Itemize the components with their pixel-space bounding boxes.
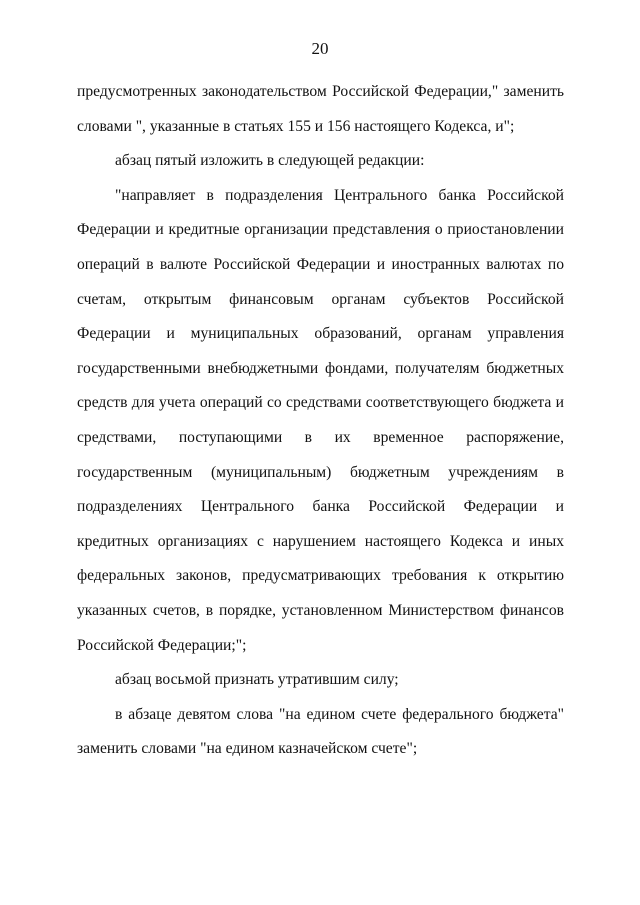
- paragraph-3: "направляет в подразделения Центрального банка Российской Федерации и кредитные организации представления о приостановлении операций в валюте Российской Федерации и иностранных валютах по счетам, открытым финансовым органам субъектов Российской Федерации и муниципальных образований, органам управления государственными внебюджетными фондами, получателям бюджетных средств для учета операций со средствами соответствующего бюджета и средствами, поступающими в их временное распоряжение, государственным (муниципальным) бюджетным учреждениям в подразделениях Центрального банка Российской Федерации и кредитных организациях с нарушением настоящего Кодекса и иных федеральных законов, предусматривающих требования к открытию указанных счетов, в порядке, установленном Министерством финансов Российской Федерации;";: [77, 186, 564, 654]
- paragraph-5: в абзаце девятом слова "на едином счете федерального бюджета" заменить словами "на едином казначейском счете";: [77, 705, 564, 758]
- document-body: [77, 75, 564, 767]
- paragraph-4: абзац восьмой признать утратившим силу;: [115, 671, 399, 689]
- paragraph-2: абзац пятый изложить в следующей редакции:: [115, 152, 425, 170]
- paragraph-1: предусмотренных законодательством Российской Федерации," заменить словами ", указанные в статьях 155 и 156 настоящего Кодекса, и";: [77, 83, 564, 135]
- page-number: 20: [311, 39, 329, 58]
